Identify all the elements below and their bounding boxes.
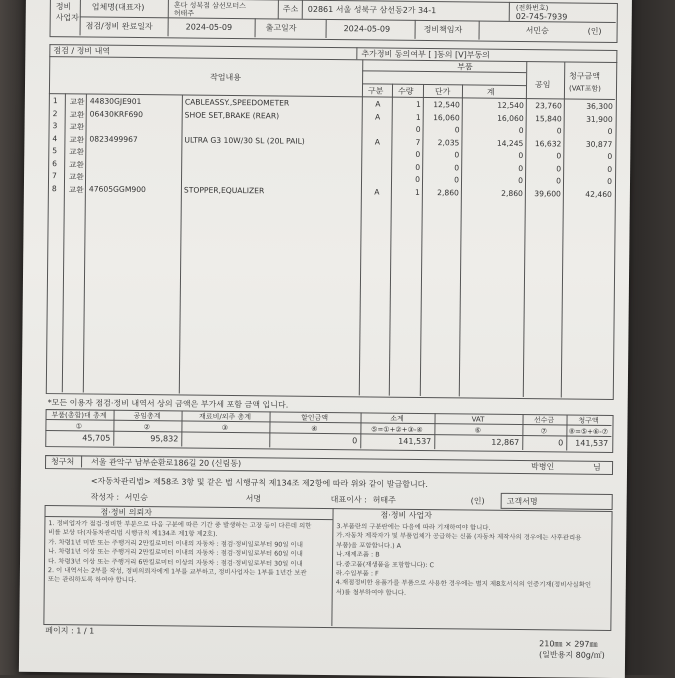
row-1-name: CABLEASSY.,SPEEDOMETER: [185, 97, 361, 108]
totals-sub-5: ⑤=①+②+③-④: [362, 424, 431, 435]
row-3-sum: 0: [463, 125, 524, 135]
row-1-labor: 23,760: [527, 101, 562, 110]
provider-note-line-1: 3.부품란의 구분란에는 다음에 따라 기재하여야 합니다.: [336, 522, 591, 534]
col-type: 구분: [368, 86, 384, 96]
row-8-name: STOPPER,EQUALIZER: [184, 185, 360, 196]
row-7-unit: 0: [423, 175, 459, 184]
row-5-claim: 0: [564, 151, 612, 161]
provider-note-line-5: 다.중고품(재생품을 포함합니다): C: [336, 560, 591, 572]
totals-sub-3: ③: [183, 422, 266, 433]
col-qty: 수량: [398, 87, 414, 97]
totals-sub-4: ④: [271, 423, 357, 434]
row-6-kind: 교환: [69, 159, 85, 170]
totals-value-5: 141,537: [362, 436, 431, 447]
row-5-kind: 교환: [69, 146, 85, 157]
requester-note-line-6: 2. 이 내역서는 2부를 작성, 정비의뢰자에게 1부를 교부하고, 정비사업자는 1부를 1년간 보관: [48, 566, 311, 578]
claim-person: 박병인: [531, 462, 554, 472]
requester-note-line-2: 비를 보상 다(자동차관리법 시행규칙 제134조 제1항 제2호).: [48, 528, 311, 540]
row-4-code: 0823499967: [89, 134, 179, 144]
row-5-qty: 0: [392, 150, 420, 159]
row-8-no: 8: [52, 184, 62, 193]
totals-header-3: 재료비/외주 총계: [183, 412, 266, 423]
requester-note-line-1: 1. 정비업자가 점검·정비한 부분으로 다음 구분에 따른 기간 중 발생하는 고장 등이 다른데 의한: [48, 519, 311, 531]
row-4-no: 4: [52, 134, 62, 143]
row-1-type: A: [365, 99, 391, 108]
provider-note-line-4: 나.재제조품 : B: [336, 550, 591, 562]
row-4-unit: 2,035: [423, 137, 459, 146]
extra-maintenance-consent: 추가정비 동의여부 [ ]동의 [V]부동의: [361, 49, 490, 60]
row-3-unit: 0: [424, 125, 460, 134]
row-3-kind: 교환: [70, 121, 86, 132]
col-parts: 부품: [457, 62, 473, 72]
row-7-qty: 0: [392, 175, 420, 184]
address: 02861 서울 성북구 삼선동2가 34-1: [308, 5, 437, 16]
row-8-claim: 42,460: [564, 189, 612, 199]
manager: 서민승: [526, 26, 549, 36]
row-3-labor: 0: [527, 126, 562, 135]
row-4-name: ULTRA G3 10W/30 SL (20L PAIL): [184, 135, 360, 146]
row-8-labor: 39,600: [526, 189, 561, 198]
row-2-labor: 15,840: [527, 114, 562, 123]
row-7-sum: 0: [462, 175, 523, 185]
provider-note-line-3: 부품)을 포함합니다.) A: [336, 541, 591, 553]
row-5-sum: 0: [462, 150, 523, 160]
totals-value-7: 0: [524, 438, 563, 448]
repair-shop-label: 정비 사업자: [56, 1, 79, 23]
row-4-labor: 16,632: [526, 139, 561, 148]
totals-value-2: 95,832: [115, 434, 178, 445]
totals-sub-7: ⑦: [524, 426, 563, 436]
paper-size: 210㎜ × 297㎜: [539, 639, 597, 650]
row-4-claim: 30,877: [564, 139, 612, 149]
totals-value-8: 141,537: [568, 439, 608, 449]
ceo-seal: (인): [471, 497, 485, 507]
manager-seal: (인): [588, 27, 602, 37]
customer-sign-label: 고객서명: [507, 497, 538, 507]
row-5-labor: 0: [526, 151, 561, 160]
totals-sub-6: ⑥: [436, 425, 519, 436]
col-labor: 공임: [535, 80, 551, 90]
row-1-sum: 12,540: [463, 100, 524, 110]
row-1-kind: 교환: [70, 96, 86, 107]
completion-date-label: 점검/정비 완료일자: [86, 21, 153, 32]
col-claim: 청구금액: [569, 72, 600, 82]
row-2-qty: 1: [393, 112, 421, 121]
provider-note-line-6: 라.수입부품 : F: [336, 569, 591, 581]
section-title: 점검 / 정비 내역: [53, 46, 110, 57]
release-date-label: 출고일자: [266, 23, 297, 33]
row-3-qty: 0: [393, 125, 421, 134]
row-1-claim: 36,300: [565, 101, 613, 111]
page-number: 페이지 : 1 / 1: [45, 626, 94, 637]
provider-title: 점·정비 사업자: [380, 511, 432, 522]
row-8-kind: 교환: [69, 184, 85, 195]
manager-label: 정비책임자: [424, 25, 463, 35]
release-date: 2024-05-09: [344, 24, 391, 34]
totals-header-2: 공임총계: [115, 411, 178, 422]
col-work: 작업내용: [210, 73, 241, 83]
row-8-unit: 2,860: [423, 187, 459, 196]
row-6-unit: 0: [423, 162, 459, 171]
provider-note-line-8: 서)를 첨부하여야 합니다.: [336, 588, 591, 600]
totals-header-6: VAT: [436, 414, 519, 425]
row-6-sum: 0: [462, 163, 523, 173]
row-2-code: 06430KRF690: [90, 109, 180, 119]
phone: 02-745-7939: [516, 12, 568, 23]
address-label: 주소: [283, 5, 299, 15]
row-2-no: 2: [53, 109, 63, 118]
row-6-labor: 0: [526, 164, 561, 173]
row-8-type: A: [364, 187, 390, 196]
totals-header-5: 소계: [362, 413, 431, 424]
row-4-qty: 7: [392, 137, 420, 146]
totals-header-4: 할인금액: [271, 412, 357, 423]
row-7-kind: 교환: [69, 171, 85, 182]
totals-header-7: 선수금: [524, 415, 563, 425]
totals-header-8: 청구액: [568, 416, 608, 426]
row-2-name: SHOE SET,BRAKE (REAR): [185, 110, 361, 121]
requester-title: 점·정비 의뢰자: [100, 508, 152, 519]
row-1-qty: 1: [393, 100, 421, 109]
provider-notes: [336, 522, 592, 600]
row-3-no: 3: [53, 121, 63, 130]
col-claim-sub: (VAT포함): [569, 84, 601, 94]
writer: 서민승: [125, 493, 148, 503]
requester-note-line-4: 나. 차령1년 이상 또는 주행거리 2만킬로미터 이내의 자동차 : 점검·정비일로부터 60일 이내: [48, 547, 311, 559]
legal-statement: <자동차관리법> 제58조 3항 및 같은 법 시행규칙 제134조 제2항에 따라 위와 같이 발급합니다.: [91, 477, 428, 491]
row-1-code: 44830GJE901: [90, 97, 180, 107]
col-sum: 계: [487, 88, 495, 98]
requester-note-line-7: 또는 관리하도록 하여야 합니다.: [48, 576, 311, 588]
requester-note-line-5: 다. 차령3년 이상 또는 주행거리 6만킬로미터 이상의 자동차 : 점검·정비일로부터 30일 이내: [48, 557, 311, 569]
writer-label: 작성자 :: [91, 493, 120, 503]
repair-statement-document: [19, 0, 632, 678]
vat-note: *모든 이용자 점검·정비 내역서 상의 금액은 부가세 포함 금액 입니다.: [48, 398, 289, 411]
totals-sub-1: ①: [47, 421, 110, 432]
row-1-no: 1: [53, 96, 63, 105]
row-6-no: 6: [52, 159, 62, 168]
row-5-unit: 0: [423, 150, 459, 159]
row-2-claim: 31,900: [565, 114, 613, 124]
claim-place-address: 서울 관악구 남부순환로186길 20 (신림동): [91, 458, 241, 470]
representative: 허태주: [174, 8, 194, 18]
claim-place-label: 청구처: [51, 457, 74, 467]
row-4-kind: 교환: [69, 134, 85, 145]
totals-value-4: 0: [271, 435, 357, 446]
paper-weight: (일반용지 80g/㎡): [539, 650, 605, 661]
totals-sub-2: ②: [115, 422, 178, 433]
totals-value-1: 45,705: [47, 433, 110, 444]
row-8-code: 47605GGM900: [89, 184, 179, 194]
ceo-label: 대표이사 :: [331, 495, 367, 505]
row-1-unit: 12,540: [424, 100, 460, 109]
row-2-type: A: [365, 112, 391, 121]
completion-date: 2024-05-09: [186, 23, 233, 33]
row-7-no: 7: [52, 171, 62, 180]
row-3-claim: 0: [565, 126, 613, 136]
claim-person-suffix: 님: [593, 463, 601, 473]
totals-header-1: 부품(총합)대 총계: [48, 410, 111, 421]
row-8-sum: 2,860: [462, 188, 523, 198]
row-2-kind: 교환: [70, 109, 86, 120]
row-7-claim: 0: [564, 176, 612, 186]
row-8-qty: 1: [392, 187, 420, 196]
totals-value-6: 12,867: [436, 437, 519, 448]
row-7-labor: 0: [526, 176, 561, 185]
phone-label: (전화번호): [516, 3, 549, 13]
provider-note-line-7: 4.재점정비한 용품가를 부품으로 사용한 경우에는 별지 제8호서식의 인증기재(정비사실확인: [336, 579, 591, 591]
row-6-claim: 0: [564, 164, 612, 174]
row-2-unit: 16,060: [424, 112, 460, 121]
row-4-type: A: [364, 137, 390, 146]
ceo: 허태주: [373, 495, 396, 505]
requester-notes: [48, 519, 312, 588]
row-2-sum: 16,060: [463, 113, 524, 123]
row-6-qty: 0: [392, 162, 420, 171]
row-5-no: 5: [52, 146, 62, 155]
provider-note-line-2: 가.자동차 제작자가 및 부품업체가 공급하는 신품 (자동차 제작사의 경우에는 사후관리용: [336, 532, 591, 544]
col-unit: 단가: [435, 87, 451, 97]
row-4-sum: 14,245: [462, 138, 523, 148]
sign-label: 서명: [246, 494, 262, 504]
biz-name-label: 업체명(대표자): [92, 3, 145, 14]
requester-note-line-3: 가. 차령1년 미만 또는 주행거리 2만킬로미터 이내의 자동차 : 점검·정비일로부터 90일 이내: [48, 538, 311, 550]
totals-sub-8: ⑧=⑤+⑥-⑦: [568, 427, 608, 437]
biz-name: 혼다 성북점 삼선모터스: [174, 0, 246, 11]
